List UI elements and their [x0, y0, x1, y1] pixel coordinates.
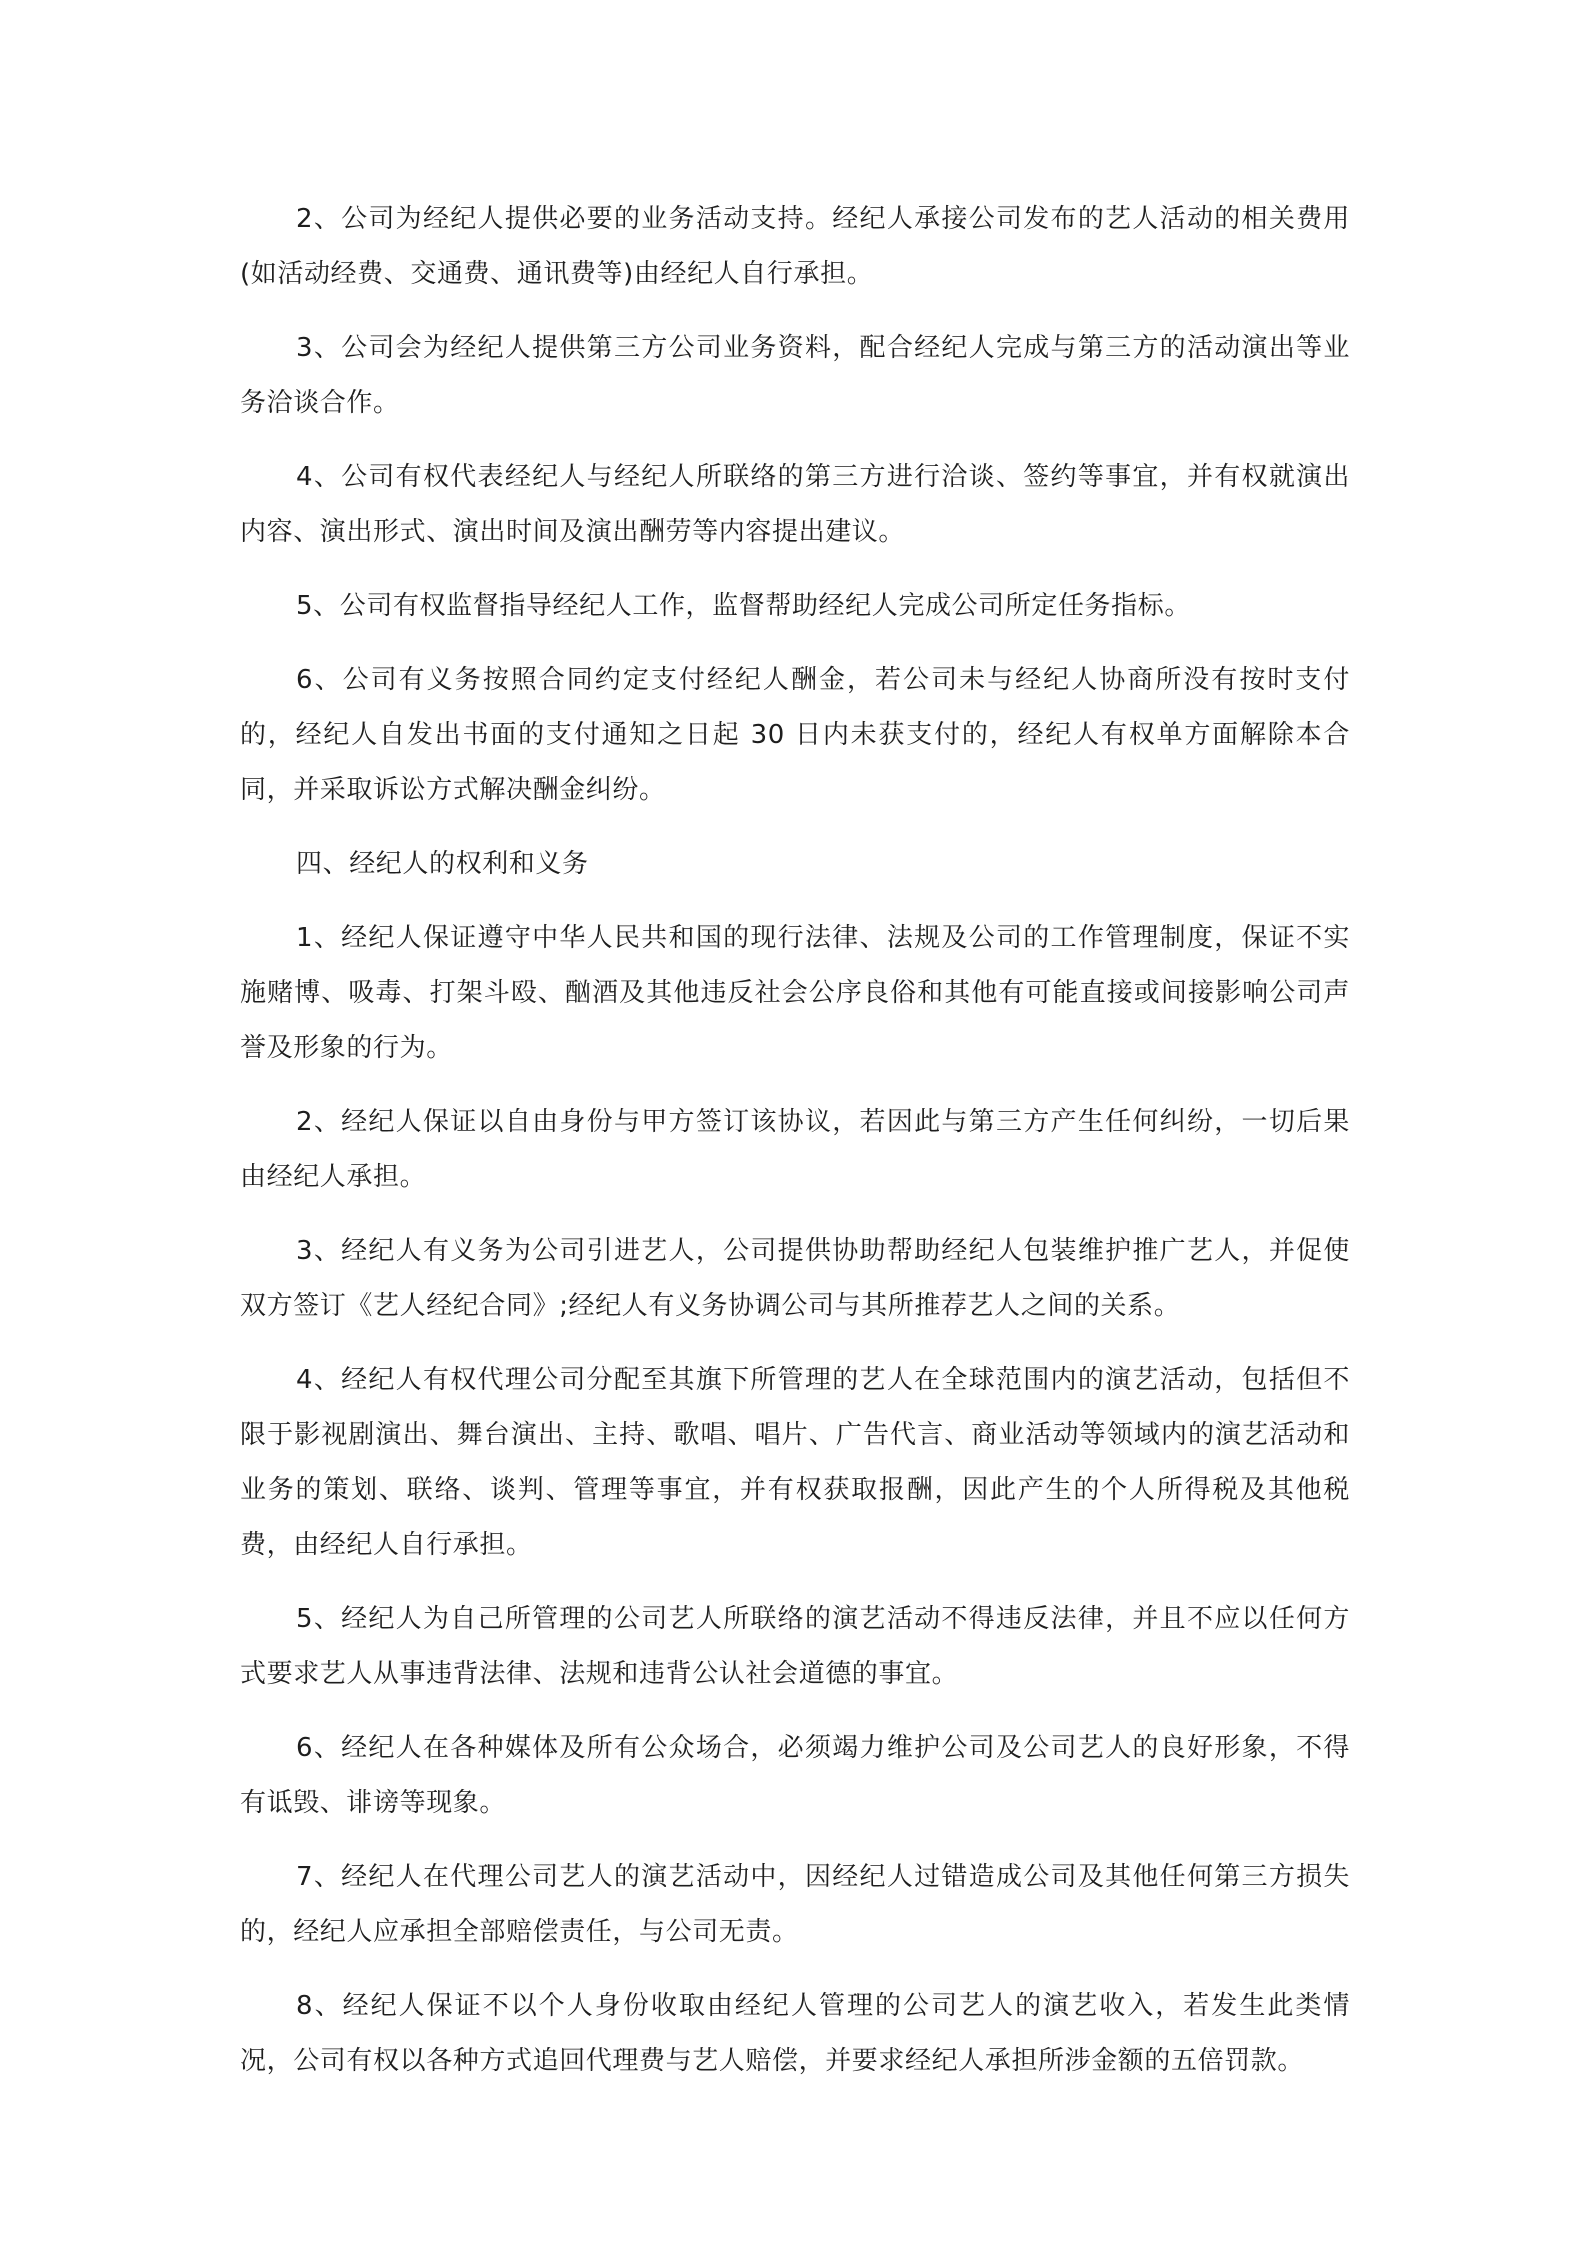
- paragraph-agent-legal-activities: 5、经纪人为自己所管理的公司艺人所联络的演艺活动不得违反法律，并且不应以任何方式要求艺人从事违背法律、法规和违背公认社会道德的事宜。: [240, 1604, 1350, 1689]
- paragraph-agent-law-compliance: 1、经纪人保证遵守中华人民共和国的现行法律、法规及公司的工作管理制度，保证不实施赌博、吸毒、打架斗殴、酗酒及其他违反社会公序良俗和其他有可能直接或间接影响公司声誉及形象的行为。: [240, 923, 1350, 1063]
- section-heading-agent-rights: 四、经纪人的权利和义务: [296, 849, 589, 879]
- paragraph-company-negotiation-rights: 4、公司有权代表经纪人与经纪人所联络的第三方进行洽谈、签约等事宜，并有权就演出内容、演出形式、演出时间及演出酬劳等内容提出建议。: [240, 462, 1350, 547]
- paragraph-company-payment-duty: 6、公司有义务按照合同约定支付经纪人酬金，若公司未与经纪人协商所没有按时支付的，经纪人自发出书面的支付通知之日起 30 日内未获支付的，经纪人有权单方面解除本合同，并采取诉讼方式解决酬金纠纷。: [240, 665, 1350, 805]
- document-body: [240, 192, 1350, 2108]
- paragraph-company-supervision: 5、公司有权监督指导经纪人工作，监督帮助经纪人完成公司所定任务指标。: [296, 591, 1191, 621]
- paragraph-company-support: 2、公司为经纪人提供必要的业务活动支持。经纪人承接公司发布的艺人活动的相关费用(如活动经费、交通费、通讯费等)由经纪人自行承担。: [240, 204, 1350, 289]
- paragraph-agent-liability: 7、经纪人在代理公司艺人的演艺活动中，因经纪人过错造成公司及其他任何第三方损失的，经纪人应承担全部赔偿责任，与公司无责。: [240, 1862, 1350, 1947]
- paragraph-agent-recruit-artists: 3、经纪人有义务为公司引进艺人，公司提供协助帮助经纪人包装维护推广艺人，并促使双方签订《艺人经纪合同》;经纪人有义务协调公司与其所推荐艺人之间的关系。: [240, 1236, 1350, 1321]
- paragraph-agent-free-identity: 2、经纪人保证以自由身份与甲方签订该协议，若因此与第三方产生任何纠纷，一切后果由经纪人承担。: [240, 1107, 1350, 1192]
- paragraph-agent-public-image: 6、经纪人在各种媒体及所有公众场合，必须竭力维护公司及公司艺人的良好形象，不得有诋毁、诽谤等现象。: [240, 1733, 1350, 1818]
- paragraph-agent-income-prohibition: 8、经纪人保证不以个人身份收取由经纪人管理的公司艺人的演艺收入，若发生此类情况，公司有权以各种方式追回代理费与艺人赔偿，并要求经纪人承担所涉金额的五倍罚款。: [240, 1991, 1350, 2076]
- paragraph-third-party-materials: 3、公司会为经纪人提供第三方公司业务资料，配合经纪人完成与第三方的活动演出等业务洽谈合作。: [240, 333, 1350, 418]
- paragraph-agent-agency-rights: 4、经纪人有权代理公司分配至其旗下所管理的艺人在全球范围内的演艺活动，包括但不限于影视剧演出、舞台演出、主持、歌唱、唱片、广告代言、商业活动等领域内的演艺活动和业务的策划、联络、谈判、管理等事宜，并有权获取报酬，因此产生的个人所得税及其他税费，由经纪人自行承担。: [240, 1365, 1350, 1560]
